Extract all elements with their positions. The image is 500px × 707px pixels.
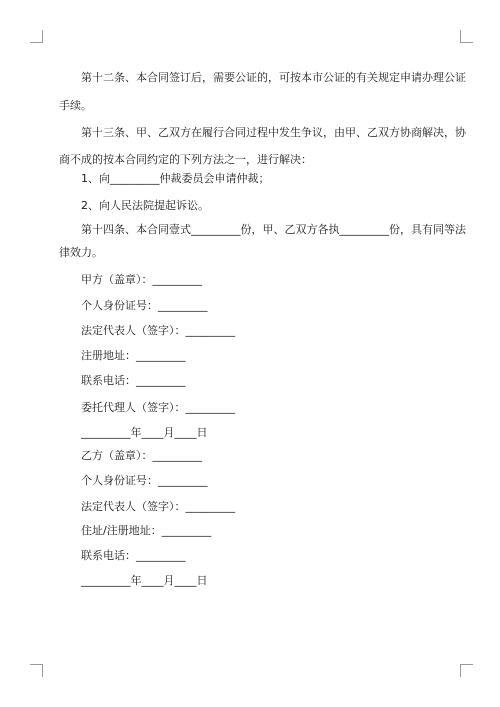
party-a-phone: 联系电话：_________	[81, 374, 186, 387]
article-13-line-2: 商不成的按本合同约定的下列方法之一，进行解决：	[59, 153, 312, 166]
method-2: 2、向人民法院提起诉讼。	[81, 199, 209, 212]
method-1: 1、向_________仲裁委员会申请仲裁；	[81, 172, 270, 185]
crop-mark-bottom-right	[460, 664, 473, 677]
crop-mark-top-left	[30, 30, 43, 43]
party-b-seal: 乙方（盖章）：_________	[81, 449, 202, 462]
article-14-line-1: 第十四条、本合同壹式_________份，甲、乙双方各执_________份，具有同等法	[81, 223, 466, 236]
party-b-date: _________年____月____日	[81, 574, 208, 587]
article-13-line-1: 第十三条、甲、乙双方在履行合同过程中发生争议，由甲、乙双方协商解决，协	[81, 126, 466, 139]
party-a-seal: 甲方（盖章）：_________	[81, 273, 202, 286]
article-14-line-2: 律效力。	[59, 246, 103, 259]
party-b-address: 住址/注册地址：_________	[81, 524, 212, 537]
party-b-id: 个人身份证号：_________	[81, 474, 208, 487]
party-b-phone: 联系电话：_________	[81, 549, 186, 562]
crop-mark-bottom-left	[30, 664, 43, 677]
party-a-id: 个人身份证号：_________	[81, 299, 208, 312]
party-b-legal-rep: 法定代表人（签字）：_________	[81, 500, 235, 513]
party-a-legal-rep: 法定代表人（签字）：_________	[81, 324, 235, 337]
article-12-line-1: 第十二条、本合同签订后，需要公证的，可按本市公证的有关规定申请办理公证	[81, 71, 466, 84]
party-a-address: 注册地址：_________	[81, 349, 186, 362]
party-a-date: _________年____月____日	[81, 426, 208, 439]
article-12-line-2: 手续。	[59, 99, 92, 112]
crop-mark-top-right	[460, 30, 473, 43]
party-a-agent: 委托代理人（签字）：_________	[81, 401, 235, 414]
